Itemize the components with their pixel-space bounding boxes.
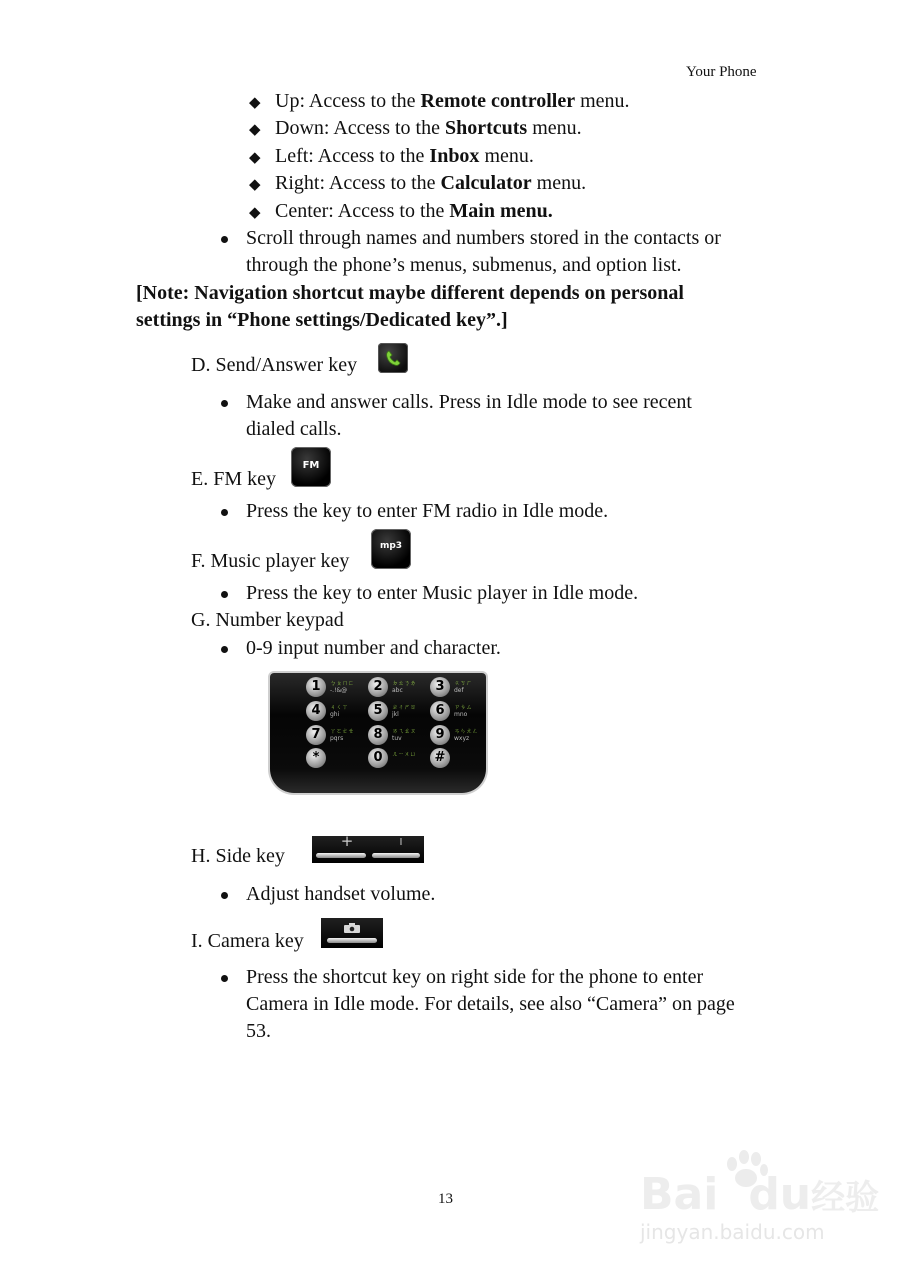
keypad-key-zhuyin: ㄍㄎㄏ — [454, 680, 473, 687]
keypad-key: 6 — [430, 701, 450, 721]
camera-button — [327, 938, 377, 943]
camera-icon — [343, 922, 361, 934]
keypad-key: * — [306, 748, 326, 768]
note-line2: settings in “Phone settings/Dedicated key”.] — [136, 309, 508, 331]
watermark-url: jingyan.baidu.com — [640, 1220, 825, 1244]
keypad-key: 5 — [368, 701, 388, 721]
keypad-key-sublabel — [454, 728, 478, 742]
keypad-key: # — [430, 748, 450, 768]
navigation-item-text: Left: Access to the — [275, 145, 430, 167]
keypad-key: 9 — [430, 725, 450, 745]
navigation-item-menu-name: Calculator — [440, 172, 532, 194]
volume-down-button — [372, 853, 420, 858]
number-keypad-image — [270, 673, 486, 793]
keypad-key-letters: mno — [454, 711, 468, 718]
navigation-item-text: Down: Access to the — [275, 117, 445, 139]
side-key-heading: H. Side key — [191, 845, 285, 867]
keypad-key-zhuyin: ㄚㄛㄜㄝ — [330, 728, 355, 735]
bullet-dot — [221, 236, 228, 243]
note-line1: [Note: Navigation shortcut maybe different depends on personal — [136, 282, 684, 304]
keypad-key: 8 — [368, 725, 388, 745]
page-number: 13 — [438, 1191, 453, 1207]
keypad-key-sublabel — [454, 704, 472, 718]
side-key-image — [312, 832, 424, 863]
volume-down-icon: I — [399, 837, 403, 848]
keypad-key-sublabel — [330, 680, 354, 694]
keypad-key: 7 — [306, 725, 326, 745]
music-key-heading: F. Music player key — [191, 550, 350, 572]
fm-bullet: Press the key to enter FM radio in Idle mode. — [246, 500, 609, 522]
send-bullet-line2: dialed calls. — [246, 418, 342, 440]
navigation-item-text: Up: Access to the — [275, 90, 421, 112]
keypad-key-sublabel — [392, 728, 416, 742]
diamond-bullet-icon: ◆ — [249, 150, 261, 166]
keypad-key-letters: def — [454, 687, 464, 694]
baidu-jingyan-watermark — [640, 1150, 880, 1260]
navigation-item-text: Center: Access to the — [275, 200, 450, 222]
keypad-key-letters: jkl — [392, 711, 399, 718]
navigation-item-text: Right: Access to the — [275, 172, 441, 194]
music-note-icon — [371, 529, 411, 569]
navigation-item-suffix: menu. — [479, 145, 534, 167]
bullet-dot — [221, 400, 228, 407]
diamond-bullet-icon: ◆ — [249, 205, 261, 221]
keypad-key-letters: abc — [392, 687, 403, 694]
bullet-dot — [221, 975, 228, 982]
mp3-icon-label: mp3 — [379, 541, 403, 551]
keypad-key-sublabel — [392, 751, 416, 758]
keypad-key-zhuyin: ㄢㄣㄤㄥ — [454, 728, 479, 735]
navigation-item-menu-name: Remote controller — [420, 90, 576, 112]
navigation-item-suffix: menu. — [575, 90, 630, 112]
navigation-item-menu-name: Inbox — [429, 145, 480, 167]
keypad-key-zhuyin: ㄐㄑㄒ — [330, 704, 349, 711]
keypad-key-zhuyin: ㄦㄧㄨㄩ — [392, 751, 417, 758]
watermark-brand — [640, 1170, 879, 1223]
keypad-key: 4 — [306, 701, 326, 721]
scroll-bullet-line2: through the phone’s menus, submenus, and option list. — [246, 254, 682, 276]
keypad-heading: G. Number keypad — [191, 609, 344, 631]
keypad-bullet: 0-9 input number and character. — [246, 637, 501, 659]
keypad-key-letters: wxyz — [454, 735, 470, 742]
bullet-dot — [221, 591, 228, 598]
keypad-key: 1 — [306, 677, 326, 697]
navigation-item — [249, 115, 582, 144]
watermark-brand-latin2: du — [748, 1169, 812, 1220]
keypad-key-sublabel — [392, 680, 416, 694]
volume-up-icon: + — [340, 832, 354, 850]
keypad-key-zhuyin: ㄗㄘㄙ — [454, 704, 473, 711]
side-bullet: Adjust handset volume. — [246, 883, 436, 905]
camera-bullet-line3: 53. — [246, 1020, 271, 1042]
navigation-item-menu-name: Shortcuts — [444, 117, 528, 139]
keypad-key: 2 — [368, 677, 388, 697]
phone-handset-icon — [378, 343, 408, 373]
navigation-item — [249, 170, 586, 199]
music-bullet: Press the key to enter Music player in Idle mode. — [246, 582, 639, 604]
keypad-key: 0 — [368, 748, 388, 768]
volume-up-button — [316, 853, 366, 858]
keypad-key-letters: ghi — [330, 711, 340, 718]
bullet-dot — [221, 892, 228, 899]
navigation-item — [249, 143, 534, 172]
send-key-heading: D. Send/Answer key — [191, 354, 358, 376]
camera-key-heading: I. Camera key — [191, 930, 304, 952]
navigation-item-suffix: menu. — [527, 117, 582, 139]
keypad-key-letters: tuv — [392, 735, 402, 742]
watermark-brand-cjk: 经验 — [811, 1178, 880, 1218]
diamond-bullet-icon: ◆ — [249, 177, 261, 193]
keypad-key-zhuyin: ㄓㄔㄕㄖ — [392, 704, 417, 711]
bullet-dot — [221, 646, 228, 653]
camera-bullet-line2: Camera in Idle mode. For details, see also “Camera” on page — [246, 993, 735, 1015]
keypad-key-sublabel — [392, 704, 416, 718]
running-header: Your Phone — [686, 64, 757, 80]
scroll-bullet-line1: Scroll through names and numbers stored in the contacts or — [246, 227, 721, 249]
diamond-bullet-icon: ◆ — [249, 122, 261, 138]
navigation-item-suffix: menu. — [531, 172, 587, 194]
send-bullet-line1: Make and answer calls. Press in Idle mode to see recent — [246, 391, 692, 413]
camera-key-image — [321, 918, 383, 948]
navigation-item — [249, 88, 630, 117]
fm-radio-icon — [291, 447, 331, 487]
bullet-dot — [221, 509, 228, 516]
watermark-brand-latin1: Bai — [640, 1169, 719, 1220]
keypad-key-zhuyin: ㄉㄊㄋㄌ — [392, 680, 417, 687]
navigation-item — [249, 198, 553, 227]
keypad-key-sublabel — [330, 728, 354, 742]
keypad-key-sublabel — [454, 680, 472, 694]
fm-icon-label: FM — [302, 460, 320, 471]
phone-handset-icon — [378, 343, 408, 373]
navigation-item-menu-name: Main menu. — [449, 200, 553, 222]
keypad-key: 3 — [430, 677, 450, 697]
diamond-bullet-icon: ◆ — [249, 95, 261, 111]
keypad-key-letters: -.!&@ — [330, 687, 348, 694]
fm-key-heading: E. FM key — [191, 468, 276, 490]
camera-bullet-line1: Press the shortcut key on right side for the phone to enter — [246, 966, 704, 988]
keypad-key-zhuyin: ㄞㄟㄠㄡ — [392, 728, 417, 735]
keypad-key-letters: pqrs — [330, 735, 344, 742]
keypad-key-zhuyin: ㄅㄆㄇㄈ — [330, 680, 355, 687]
keypad-key-sublabel — [330, 704, 348, 718]
